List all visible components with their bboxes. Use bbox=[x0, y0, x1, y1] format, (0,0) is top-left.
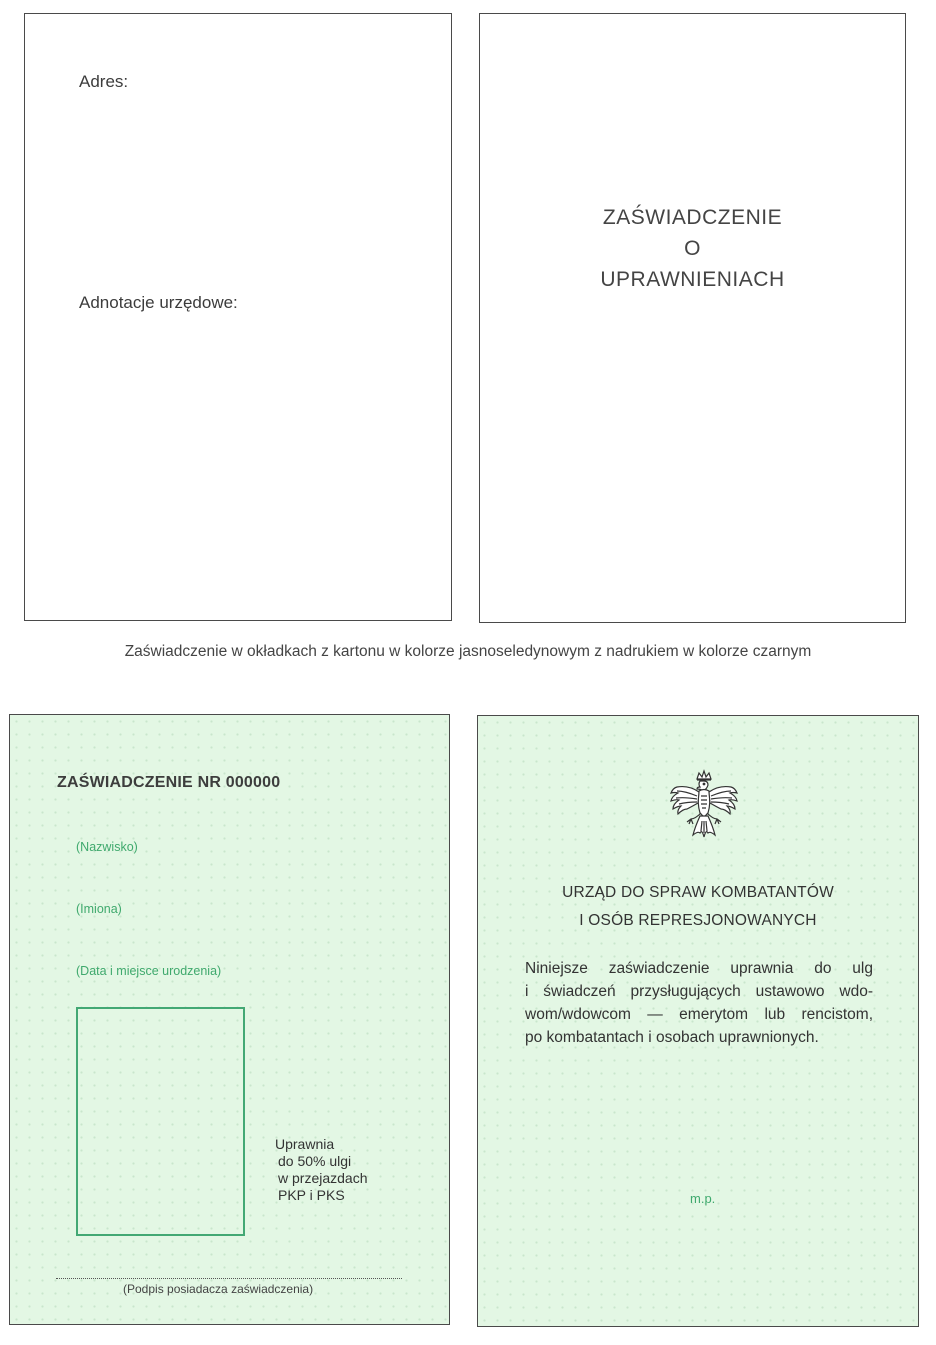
notice-line: Niniejsze zaświadczenie uprawnia do ulg bbox=[525, 960, 873, 977]
signature-dotted-line bbox=[56, 1278, 402, 1279]
signature-label: (Podpis posiadacza zaświadczenia) bbox=[123, 1282, 314, 1296]
discount-line: do 50% ulgi bbox=[278, 1153, 352, 1169]
description-caption: Zaświadczenie w okładkach z kartonu w kolorze jasnoseledynowym z nadrukiem w kolorze czarnym bbox=[124, 643, 812, 660]
certificate-number: ZAŚWIADCZENIE NR 000000 bbox=[57, 774, 281, 791]
polish-eagle-emblem-icon bbox=[667, 769, 741, 845]
address-label: Adres: bbox=[79, 72, 129, 91]
cover-title-line-3: UPRAWNIENIACH bbox=[600, 268, 785, 291]
inner-right-page bbox=[477, 715, 919, 1327]
surname-field-label: (Nazwisko) bbox=[76, 840, 138, 854]
travel-discount-note bbox=[275, 1136, 368, 1204]
given-names-field-label: (Imiona) bbox=[76, 902, 122, 916]
inner-left-page bbox=[9, 714, 450, 1325]
stamp-placement-label: m.p. bbox=[690, 1191, 716, 1206]
office-name-line-2: I OSÓB REPRESJONOWANYCH bbox=[579, 912, 817, 929]
discount-line: Uprawnia bbox=[275, 1136, 335, 1152]
official-annotations-label: Adnotacje urzędowe: bbox=[79, 293, 238, 312]
photo-placeholder-box bbox=[76, 1007, 245, 1236]
discount-line: PKP i PKS bbox=[278, 1187, 345, 1203]
notice-line: i świadczeń przysługujących ustawowo wdo- bbox=[525, 983, 873, 1000]
cover-title-line-2: O bbox=[684, 237, 701, 260]
notice-line: po kombatantach i osobach uprawnionych. bbox=[525, 1029, 819, 1046]
cover-title bbox=[480, 202, 905, 295]
office-name bbox=[478, 879, 918, 935]
back-cover-panel bbox=[24, 13, 452, 621]
office-name-line-1: URZĄD DO SPRAW KOMBATANTÓW bbox=[562, 884, 834, 901]
entitlement-notice bbox=[525, 957, 873, 1049]
birth-date-place-field-label: (Data i miejsce urodzenia) bbox=[76, 964, 222, 978]
discount-line: w przejazdach bbox=[278, 1170, 368, 1186]
front-cover-panel bbox=[479, 13, 906, 623]
notice-line: wom/wdowcom — emerytom lub rencistom, bbox=[525, 1006, 873, 1023]
cover-title-line-1: ZAŚWIADCZENIE bbox=[602, 206, 783, 229]
